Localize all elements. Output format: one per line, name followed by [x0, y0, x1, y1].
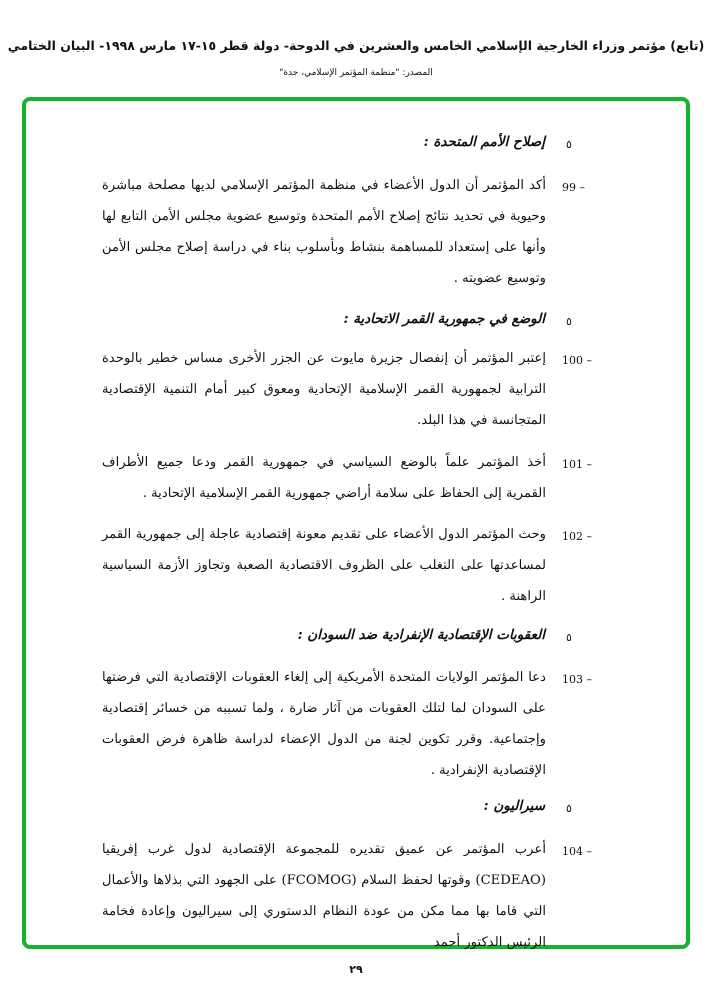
section-heading-sudan-sanctions: العقوبات الإقتصادية الإنفرادية ضد السودان : [297, 627, 545, 643]
paragraph-102: وحث المؤتمر الدول الأعضاء على تقديم معونة إقتصادية عاجلة إلى جمهورية القمر لمساعدتها على التغلب على الظروف الاقتصادية الصعبة وتجاوز الأزمة السياسية الراهنة . [102, 527, 546, 604]
bullet-icon: ٥ [566, 631, 572, 644]
document-source: المصدر: "منظمة المؤتمر الإسلامي، جدة" [279, 68, 433, 78]
paragraph-number: 102 – [562, 530, 592, 543]
paragraph-number: 104 – [562, 845, 592, 858]
paragraph-101: أخذ المؤتمر علماً بالوضع السياسي في جمهورية القمر ودعا جميع الأطراف القمرية إلى الحفاظ على سلامة أراضي جمهورية القمر الإسلامية الإتحادية . [102, 455, 546, 501]
document-title: (تابع) مؤتمر وزراء الخارجية الإسلامي الخامس والعشرين في الدوحة- دولة قطر ١٥-١٧ مارس ١٩٩٨- البيان الختامي [7, 38, 705, 53]
bullet-icon: ٥ [566, 315, 572, 328]
paragraph-104: أعرب المؤتمر عن عميق تقديره للمجموعة الإقتصادية لدول غرب إفريقيا (CEDEAO) وقوتها لحفظ السلام (FCOMOG) على الجهود التي بذلاها والأعمال التي قاما بها مما مكن من عودة النظام الدستوري إلى سيراليون وإعادة فخامة الرئيس الدكتور أحمد [102, 842, 546, 950]
section-heading-sierra-leone: سيراليون : [483, 798, 545, 814]
paragraph-number: 99 – [562, 181, 585, 194]
paragraph-number: 100 – [562, 354, 592, 367]
paragraph-103: دعا المؤتمر الولايات المتحدة الأمريكية إلى إلغاء العقوبات الإقتصادية التي فرضتها على السودان لما لتلك العقوبات من آثار ضارة ، ولما تسببه من خسائر إقتصادية وإجتماعية. وقرر تكوين لجنة من الدول الإعضاء لدراسة ظاهرة فرض العقوبات الإقتصادية الإنفرادية . [102, 670, 546, 778]
section-heading-comoros: الوضع في جمهورية القمر الاتحادية : [343, 311, 545, 327]
bullet-icon: ٥ [566, 138, 572, 151]
paragraph-100: إعتبر المؤتمر أن إنفصال جزيرة مايوت عن الجزر الأخرى مساس خطير بالوحدة الترابية لجمهورية القمر الإسلامية الإتحادية ومعوق كبير أمام التنمية الإقتصادية المتجانسة في هذا البلد. [102, 351, 546, 428]
paragraph-99: أكد المؤتمر أن الدول الأعضاء في منظمة المؤتمر الإسلامي لديها مصلحة مباشرة وحيوية في تحديد نتائج إصلاح الأمم المتحدة وتوسيع عضوية مجلس الأمن التابع لها وأنها على إستعداد للمساهمة بنشاط وبأسلوب بناء في دراسة إصلاح مجلس الأمن وتوسيع عضويته . [102, 178, 546, 286]
paragraph-number: 103 – [562, 673, 592, 686]
paragraph-number: 101 – [562, 458, 592, 471]
bullet-icon: ٥ [566, 802, 572, 815]
page-number: ٢٩ [349, 963, 363, 976]
section-heading-un-reform: إصلاح الأمم المتحدة : [423, 134, 545, 150]
